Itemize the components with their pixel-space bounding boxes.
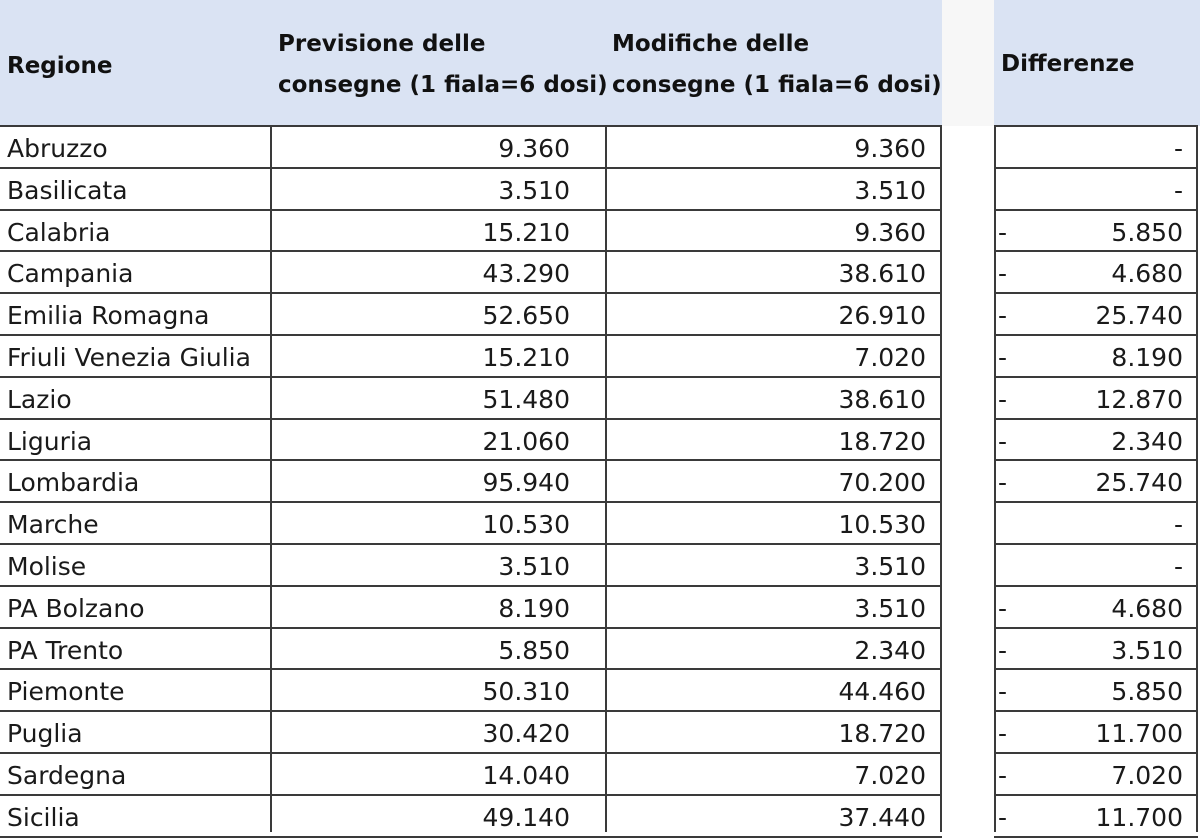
table-row <box>0 461 1200 503</box>
cell-modifiche[interactable]: 18.720 <box>838 426 926 456</box>
row-divider <box>0 418 942 420</box>
table-row <box>0 294 1200 336</box>
cell-differenza[interactable]: 4.680 <box>1111 593 1183 623</box>
cell-minus-sign[interactable] <box>998 127 1018 169</box>
cell-regione[interactable]: Piemonte <box>7 677 125 707</box>
cell-modifiche[interactable]: 38.610 <box>838 384 926 414</box>
cell-regione[interactable]: Liguria <box>7 426 93 456</box>
row-divider <box>994 292 1198 294</box>
row-divider <box>994 543 1198 545</box>
cell-minus-sign[interactable] <box>998 545 1018 587</box>
table-row <box>0 336 1200 378</box>
row-divider <box>0 585 942 587</box>
cell-minus-sign[interactable]: - <box>998 384 1008 414</box>
row-divider <box>0 459 942 461</box>
cell-previsione[interactable]: 15.210 <box>482 217 570 247</box>
cell-minus-sign[interactable]: - <box>998 635 1008 665</box>
cell-regione[interactable]: PA Trento <box>7 635 124 665</box>
header-previsione-line1: Previsione delle <box>278 31 486 57</box>
cell-modifiche[interactable]: 9.360 <box>854 134 926 163</box>
cell-regione[interactable]: Puglia <box>7 719 83 749</box>
row-divider <box>0 376 942 378</box>
cell-minus-sign[interactable]: - <box>998 217 1008 247</box>
row-divider <box>994 710 1198 712</box>
cell-previsione[interactable]: 43.290 <box>482 259 570 289</box>
cell-modifiche[interactable]: 10.530 <box>838 510 926 540</box>
cell-differenza[interactable]: 4.680 <box>1111 259 1183 289</box>
row-divider <box>0 209 942 211</box>
row-divider <box>994 627 1198 629</box>
row-divider <box>994 418 1198 420</box>
cell-modifiche[interactable]: 26.910 <box>838 301 926 331</box>
row-divider <box>0 292 942 294</box>
cell-previsione[interactable]: 52.650 <box>482 301 570 331</box>
row-divider <box>0 543 942 545</box>
cell-differenza[interactable]: 11.700 <box>1095 719 1183 749</box>
cell-previsione[interactable]: 3.510 <box>498 175 570 205</box>
cell-differenza[interactable]: 5.850 <box>1111 217 1183 247</box>
table-row <box>0 670 1200 712</box>
cell-regione[interactable]: Friuli Venezia Giulia <box>7 343 251 372</box>
cell-regione[interactable]: Sardegna <box>7 761 127 790</box>
cell-previsione[interactable]: 49.140 <box>482 802 570 832</box>
cell-regione[interactable]: PA Bolzano <box>7 593 145 623</box>
cell-previsione[interactable]: 51.480 <box>482 384 570 414</box>
cell-previsione[interactable]: 21.060 <box>482 426 570 456</box>
cell-modifiche[interactable]: 3.510 <box>854 552 926 581</box>
row-divider <box>994 334 1198 336</box>
cell-minus-sign[interactable]: - <box>998 468 1008 498</box>
row-divider <box>0 752 942 754</box>
blank-column-header <box>942 0 994 126</box>
column-divider <box>605 125 607 832</box>
row-divider <box>994 752 1198 754</box>
row-divider <box>994 668 1198 670</box>
column-divider <box>940 125 942 832</box>
table-row <box>0 754 1200 796</box>
row-divider <box>0 125 942 127</box>
cell-previsione[interactable]: 14.040 <box>482 761 570 790</box>
cell-modifiche[interactable]: 7.020 <box>854 761 926 790</box>
row-divider <box>994 167 1198 169</box>
table-row <box>0 503 1200 545</box>
row-divider <box>0 668 942 670</box>
row-divider <box>0 334 942 336</box>
header-modifiche-line2: consegne (1 fiala=6 dosi) <box>612 72 942 98</box>
cell-differenza[interactable]: - <box>1173 175 1183 205</box>
cell-differenza[interactable]: 2.340 <box>1111 426 1183 456</box>
cell-differenza[interactable]: 11.700 <box>1095 802 1183 832</box>
cell-modifiche[interactable]: 9.360 <box>854 217 926 247</box>
cell-differenza[interactable]: - <box>1173 134 1183 163</box>
row-divider <box>0 167 942 169</box>
column-divider <box>270 125 272 832</box>
header-differenze: Differenze <box>1001 51 1135 77</box>
cell-regione[interactable]: Lombardia <box>7 468 140 498</box>
cell-modifiche[interactable]: 70.200 <box>838 468 926 498</box>
row-divider <box>0 501 942 503</box>
cell-regione[interactable]: Marche <box>7 510 99 540</box>
cell-regione[interactable]: Emilia Romagna <box>7 301 210 331</box>
table-row <box>0 712 1200 754</box>
cell-differenza[interactable]: 25.740 <box>1095 468 1183 498</box>
row-divider <box>994 250 1198 252</box>
cell-previsione[interactable]: 5.850 <box>498 635 570 665</box>
cell-minus-sign[interactable]: - <box>998 301 1008 331</box>
row-divider <box>0 250 942 252</box>
cell-previsione[interactable]: 8.190 <box>498 593 570 623</box>
cell-modifiche[interactable]: 7.020 <box>854 343 926 372</box>
cell-modifiche[interactable]: 2.340 <box>854 635 926 665</box>
cell-modifiche[interactable]: 37.440 <box>838 802 926 832</box>
cell-regione[interactable]: Lazio <box>7 384 72 414</box>
table-row <box>0 252 1200 294</box>
row-divider <box>0 627 942 629</box>
cell-regione[interactable]: Molise <box>7 552 87 581</box>
row-divider <box>994 501 1198 503</box>
cell-differenza[interactable]: 5.850 <box>1111 677 1183 707</box>
cell-minus-sign[interactable] <box>998 169 1018 211</box>
cell-previsione[interactable]: 3.510 <box>498 552 570 581</box>
cell-differenza[interactable]: 7.020 <box>1111 761 1183 790</box>
cell-minus-sign[interactable]: - <box>998 426 1008 456</box>
cell-previsione[interactable]: 50.310 <box>482 677 570 707</box>
cell-regione[interactable]: Abruzzo <box>7 134 108 163</box>
table-row <box>0 127 1200 169</box>
cell-modifiche[interactable]: 38.610 <box>838 259 926 289</box>
cell-minus-sign[interactable]: - <box>998 719 1008 749</box>
cell-minus-sign[interactable]: - <box>998 343 1008 372</box>
cell-previsione[interactable]: 9.360 <box>498 134 570 163</box>
table-row <box>0 796 1200 838</box>
cell-differenza[interactable]: - <box>1173 552 1183 581</box>
table-row <box>0 587 1200 629</box>
table-row <box>0 629 1200 671</box>
cell-regione[interactable]: Campania <box>7 259 134 289</box>
cell-minus-sign[interactable]: - <box>998 593 1008 623</box>
header-modifiche-line1: Modifiche delle <box>612 31 810 57</box>
table-row <box>0 545 1200 587</box>
table-row <box>0 420 1200 462</box>
cell-differenza[interactable]: 8.190 <box>1111 343 1183 372</box>
row-divider <box>994 794 1198 796</box>
row-divider <box>994 376 1198 378</box>
cell-differenza[interactable]: - <box>1173 510 1183 540</box>
cell-previsione[interactable]: 95.940 <box>482 468 570 498</box>
cell-minus-sign[interactable] <box>998 503 1018 545</box>
cell-previsione[interactable]: 10.530 <box>482 510 570 540</box>
header-previsione-line2: consegne (1 fiala=6 dosi) <box>278 72 608 98</box>
cell-modifiche[interactable]: 18.720 <box>838 719 926 749</box>
cell-differenza[interactable]: 25.740 <box>1095 301 1183 331</box>
column-divider <box>994 125 996 832</box>
cell-differenza[interactable]: 3.510 <box>1111 635 1183 665</box>
table-row <box>0 211 1200 253</box>
table-row <box>0 169 1200 211</box>
cell-previsione[interactable]: 15.210 <box>482 343 570 372</box>
row-divider <box>994 585 1198 587</box>
cell-differenza[interactable]: 12.870 <box>1095 384 1183 414</box>
column-divider <box>1196 125 1198 832</box>
cell-minus-sign[interactable]: - <box>998 802 1008 832</box>
row-divider <box>994 209 1198 211</box>
cell-regione[interactable]: Basilicata <box>7 175 128 205</box>
cell-minus-sign[interactable]: - <box>998 259 1008 289</box>
cell-minus-sign[interactable]: - <box>998 677 1008 707</box>
row-divider <box>994 459 1198 461</box>
cell-previsione[interactable]: 30.420 <box>482 719 570 749</box>
table-row <box>0 378 1200 420</box>
header-regione: Regione <box>7 53 113 79</box>
row-divider <box>994 125 1198 127</box>
cell-modifiche[interactable]: 44.460 <box>838 677 926 707</box>
row-divider <box>0 794 942 796</box>
cell-modifiche[interactable]: 3.510 <box>854 593 926 623</box>
cell-modifiche[interactable]: 3.510 <box>854 175 926 205</box>
cell-regione[interactable]: Sicilia <box>7 802 80 832</box>
cell-minus-sign[interactable]: - <box>998 761 1008 790</box>
row-divider <box>0 710 942 712</box>
cell-regione[interactable]: Calabria <box>7 217 111 247</box>
